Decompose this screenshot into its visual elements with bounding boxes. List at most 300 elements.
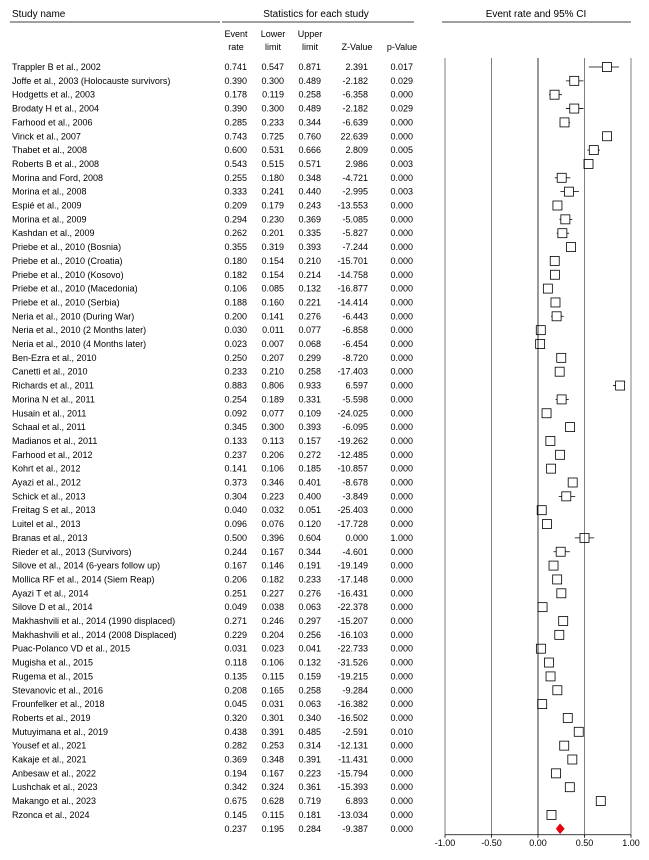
study-name: Luitel et al., 2013 <box>12 519 81 530</box>
point-estimate-marker <box>556 450 565 459</box>
stat-value: 0.255 <box>224 172 247 183</box>
study-row <box>12 713 572 723</box>
stat-value: 0.092 <box>224 408 247 419</box>
stat-value: 0.396 <box>261 532 284 543</box>
study-row <box>12 145 600 155</box>
study-name: Husain et al., 2011 <box>12 408 87 419</box>
stat-value: 0.272 <box>298 449 321 460</box>
point-estimate-marker <box>544 658 553 667</box>
stat-value: 0.119 <box>262 89 284 100</box>
stat-value: 0.438 <box>224 726 247 737</box>
stat-value: 0.209 <box>224 200 247 211</box>
point-estimate-marker <box>553 686 562 695</box>
stat-value: 0.243 <box>298 200 321 211</box>
study-name: Neria et al., 2010 (4 Months later) <box>12 339 147 349</box>
stat-value: 0.348 <box>261 754 284 765</box>
stat-value: -9.284 <box>342 685 368 696</box>
stat-value: 0.141 <box>261 311 284 322</box>
stat-value: 22.639 <box>340 131 368 142</box>
stat-value: -22.733 <box>337 643 368 654</box>
stat-value: -17.148 <box>337 574 368 585</box>
stat-value: -2.591 <box>342 726 368 737</box>
study-name: Makhashvili et al., 2014 (1990 displaced) <box>12 616 176 626</box>
stat-value: 0.319 <box>261 242 284 253</box>
column-header-line2: rate <box>228 42 244 52</box>
study-name: Ayazi et al., 2012 <box>12 477 81 488</box>
stat-value: 0.304 <box>224 491 247 502</box>
point-estimate-marker <box>560 118 569 127</box>
stat-value: 0.000 <box>390 352 413 363</box>
stat-value: 0.604 <box>298 532 321 543</box>
stat-value: 0.806 <box>261 380 284 391</box>
study-name: Frounfelker et al., 2018 <box>12 699 105 710</box>
stat-value: -5.598 <box>342 394 368 405</box>
stat-value: 0.400 <box>298 491 321 502</box>
stat-value: 0.000 <box>390 588 413 599</box>
stat-value: 0.297 <box>298 616 321 626</box>
study-row <box>12 394 569 404</box>
stat-value: -6.454 <box>342 339 368 349</box>
study-name: Richards et al., 2011 <box>12 380 94 391</box>
stat-value: 0.000 <box>390 505 413 516</box>
point-estimate-marker <box>557 353 566 362</box>
study-row <box>12 104 583 114</box>
study-name: Mutuyimana et al., 2019 <box>12 726 109 737</box>
stat-value: -6.358 <box>342 89 368 100</box>
stat-value: 0.207 <box>261 352 284 363</box>
stat-value: 0.000 <box>390 519 413 530</box>
stat-value: 0.369 <box>224 754 247 765</box>
study-row <box>12 228 569 238</box>
stat-value: 0.489 <box>298 75 321 86</box>
stat-value: 0.000 <box>390 200 413 211</box>
study-name: Priebe et al., 2010 (Kosovo) <box>12 269 124 280</box>
point-estimate-marker <box>566 423 575 432</box>
stat-value: 0.000 <box>390 491 413 502</box>
stat-value: 0.000 <box>390 602 413 613</box>
stat-value: 0.109 <box>298 408 321 419</box>
stat-value: -19.215 <box>337 671 368 682</box>
point-estimate-marker <box>550 256 559 265</box>
point-estimate-marker <box>561 215 570 224</box>
stat-value: 0.254 <box>224 394 247 405</box>
study-row <box>12 644 545 654</box>
study-name: Vinck et al., 2007 <box>12 131 81 142</box>
stat-value: 0.000 <box>390 339 413 349</box>
study-name: Kashdan et al., 2009 <box>12 228 95 239</box>
point-estimate-marker <box>550 270 559 279</box>
study-name: Morina et al., 2009 <box>12 214 87 225</box>
point-estimate-marker <box>564 187 573 196</box>
stat-value: 0.041 <box>298 643 321 654</box>
point-estimate-marker <box>570 104 579 113</box>
stat-value: 0.300 <box>261 75 284 86</box>
stat-value: 0.391 <box>261 726 284 737</box>
stat-value: 0.324 <box>261 782 284 793</box>
study-name: Canetti et al., 2010 <box>12 366 88 377</box>
stat-value: 0.000 <box>390 643 413 654</box>
study-row <box>12 201 562 211</box>
stat-value: 0.180 <box>261 172 284 183</box>
stat-value: 0.000 <box>390 394 413 405</box>
stat-value: 0.204 <box>261 629 284 640</box>
study-row <box>12 436 555 446</box>
stat-value: 0.000 <box>390 712 413 723</box>
stat-value: 0.031 <box>224 643 247 654</box>
study-name: Thabet et al., 2008 <box>12 145 88 156</box>
summary-stat-value: 0.195 <box>261 823 284 834</box>
point-estimate-marker <box>552 312 561 321</box>
study-row <box>12 699 547 709</box>
study-row <box>12 671 555 681</box>
point-estimate-marker <box>557 589 566 598</box>
stat-value: -31.526 <box>337 657 368 668</box>
stat-value: 0.077 <box>298 325 321 336</box>
stat-value: 0.000 <box>390 477 413 488</box>
study-name: Brodaty H et al., 2004 <box>12 103 100 114</box>
stat-value: 0.000 <box>390 616 413 626</box>
stat-value: 0.000 <box>390 408 413 419</box>
stat-value: 0.146 <box>261 560 284 571</box>
study-row <box>12 90 562 100</box>
study-name: Priebe et al., 2010 (Bosnia) <box>12 242 122 253</box>
stat-value: 0.000 <box>390 269 413 280</box>
stat-value: 0.760 <box>298 131 321 142</box>
study-name-header: Study name <box>12 9 66 20</box>
study-name: Joffe et al., 2003 (Holocauste survivors) <box>12 75 171 86</box>
study-name: Priebe et al., 2010 (Croatia) <box>12 255 123 266</box>
point-estimate-marker <box>551 298 560 307</box>
point-estimate-marker <box>549 561 558 570</box>
stat-value: -12.131 <box>337 740 368 751</box>
stat-value: 0.085 <box>261 283 284 294</box>
stat-value: -16.431 <box>337 588 368 599</box>
stat-value: 0.393 <box>298 422 321 433</box>
point-estimate-marker <box>538 700 547 709</box>
point-estimate-marker <box>555 630 564 639</box>
stat-value: 0.391 <box>298 754 321 765</box>
stat-value: 0.000 <box>390 242 413 253</box>
study-row <box>12 187 579 197</box>
stat-value: 0.346 <box>261 477 284 488</box>
point-estimate-marker <box>603 132 612 141</box>
study-row <box>12 491 575 501</box>
stat-value: 0.344 <box>298 117 321 128</box>
stat-value: 0.000 <box>390 297 413 308</box>
stat-value: 0.096 <box>224 519 247 530</box>
stat-value: 0.000 <box>390 754 413 765</box>
stat-value: 0.271 <box>224 616 247 626</box>
stat-value: 0.185 <box>298 463 321 474</box>
stat-value: -10.857 <box>337 463 368 474</box>
stat-value: 0.038 <box>261 602 284 613</box>
study-row <box>12 602 547 612</box>
stat-value: 0.167 <box>261 546 284 557</box>
stat-value: 0.141 <box>224 463 247 474</box>
stat-value: 0.029 <box>390 103 413 114</box>
stat-value: 0.049 <box>224 602 247 613</box>
study-name: Hodgetts et al., 2003 <box>12 89 96 100</box>
stat-value: 0.208 <box>224 685 247 696</box>
stat-value: 2.986 <box>345 158 368 169</box>
stat-value: -3.849 <box>342 491 368 502</box>
stat-value: 0.237 <box>224 449 247 460</box>
stat-value: 0.160 <box>261 297 284 308</box>
point-estimate-marker <box>542 409 551 418</box>
column-header-line1: Upper <box>297 29 323 39</box>
stat-value: 0.007 <box>261 339 284 349</box>
study-name: Puac-Polanco VD et al., 2015 <box>12 643 131 654</box>
stat-value: 0.933 <box>298 380 321 391</box>
stat-value: 0.189 <box>261 394 284 405</box>
study-name: Anbesaw et al., 2022 <box>12 768 97 779</box>
x-tick-label: 0.50 <box>575 837 594 848</box>
study-row <box>12 588 566 598</box>
stat-value: 0.154 <box>261 269 284 280</box>
study-name: Morina N et al., 2011 <box>12 394 95 405</box>
study-name: Madianos et al., 2011 <box>12 435 98 446</box>
study-row <box>12 408 551 418</box>
summary-stat-value: -9.387 <box>342 823 368 834</box>
stat-value: 0.000 <box>390 657 413 668</box>
study-name: Rugema et al., 2015 <box>12 671 94 682</box>
column-header-line2: Z-Value <box>341 42 373 52</box>
stat-value: -4.721 <box>342 172 368 183</box>
study-name: Schick et al., 2013 <box>12 491 86 502</box>
study-row <box>12 62 619 72</box>
stat-value: 0.145 <box>224 809 247 820</box>
stat-value: 0.023 <box>224 339 247 349</box>
stat-value: 0.320 <box>224 712 247 723</box>
stat-value: 0.000 <box>390 574 413 585</box>
summary-stat-value: 0.237 <box>224 823 247 834</box>
point-estimate-marker <box>547 464 556 473</box>
stat-value: 0.223 <box>261 491 284 502</box>
study-name: Morina et al., 2008 <box>12 186 87 197</box>
point-estimate-marker <box>584 159 593 168</box>
study-name: Yousef et al., 2021 <box>12 740 87 751</box>
study-name: Kohrt et al., 2012 <box>12 463 81 474</box>
point-estimate-marker <box>559 617 568 626</box>
stat-value: 0.251 <box>224 588 247 599</box>
stat-value: 0.159 <box>298 671 321 682</box>
stat-value: 0.023 <box>261 643 284 654</box>
stat-value: -17.728 <box>337 519 368 530</box>
study-row <box>12 658 553 668</box>
stat-value: 2.391 <box>345 62 368 72</box>
stat-value: 0.547 <box>261 62 284 72</box>
point-estimate-marker <box>563 713 572 722</box>
stat-value: -8.678 <box>342 477 368 488</box>
study-name: Farhood et al., 2006 <box>12 117 93 128</box>
stat-value: 0.331 <box>298 394 321 405</box>
stat-value: 0.133 <box>224 435 247 446</box>
study-row <box>12 367 564 377</box>
study-row <box>12 533 594 543</box>
point-estimate-marker <box>596 797 605 806</box>
stat-value: 0.180 <box>224 255 247 266</box>
stat-value: 0.282 <box>224 740 247 751</box>
stat-value: 0.300 <box>261 103 284 114</box>
stat-value: 0.223 <box>298 768 321 779</box>
stat-value: 0.515 <box>261 158 284 169</box>
stat-value: 0.063 <box>298 602 321 613</box>
stat-value: 0.531 <box>261 145 284 156</box>
stat-value: 0.106 <box>261 463 284 474</box>
stat-value: 0.063 <box>298 699 321 710</box>
study-row <box>12 574 562 584</box>
stat-value: 0.178 <box>224 89 247 100</box>
study-row <box>12 768 561 778</box>
stat-value: 1.000 <box>390 532 413 543</box>
point-estimate-marker <box>550 90 559 99</box>
plot-header: Event rate and 95% CI <box>485 9 587 20</box>
study-name: Branas et al., 2013 <box>12 532 88 543</box>
point-estimate-marker <box>547 810 556 819</box>
stat-value: 0.241 <box>261 186 284 197</box>
stat-value: -12.485 <box>337 449 368 460</box>
stat-value: -6.858 <box>342 325 368 336</box>
stat-value: 0.003 <box>390 186 413 197</box>
stat-value: 0.000 <box>390 560 413 571</box>
study-row <box>12 242 576 252</box>
study-name: Neria et al., 2010 (During War) <box>12 311 135 322</box>
stat-value: 0.000 <box>390 422 413 433</box>
stat-value: 0.258 <box>298 685 321 696</box>
x-tick-label: 1.00 <box>622 837 640 848</box>
stat-value: 0.741 <box>224 62 247 72</box>
stat-value: 0.132 <box>298 283 321 294</box>
stat-value: -2.995 <box>342 186 368 197</box>
stat-value: 0.000 <box>390 380 413 391</box>
point-estimate-marker <box>557 173 566 182</box>
stat-value: 0.285 <box>224 117 247 128</box>
stat-value: 0.000 <box>390 546 413 557</box>
stat-value: 0.340 <box>298 712 321 723</box>
stat-value: 0.600 <box>224 145 247 156</box>
study-name: Rieder et al., 2013 (Survivors) <box>12 546 132 557</box>
stat-value: 0.032 <box>261 505 284 516</box>
study-name: Freitag S et al., 2013 <box>12 505 96 516</box>
point-estimate-marker <box>557 395 566 404</box>
study-row <box>12 755 577 765</box>
column-header-line2: limit <box>302 42 318 52</box>
stat-value: 0.000 <box>390 228 413 239</box>
study-row <box>12 782 574 792</box>
stat-value: 0.210 <box>298 255 321 266</box>
stat-value: 0.000 <box>390 671 413 682</box>
stat-value: 0.167 <box>261 768 284 779</box>
stat-value: 0.244 <box>224 546 247 557</box>
stat-value: 0.253 <box>261 740 284 751</box>
study-row <box>12 131 612 141</box>
stat-value: 0.118 <box>225 657 247 668</box>
stat-value: -13.034 <box>337 809 368 820</box>
stat-value: 0.135 <box>224 671 247 682</box>
stat-value: 0.132 <box>298 657 321 668</box>
stat-value: 0.258 <box>298 89 321 100</box>
stat-value: 0.333 <box>224 186 247 197</box>
stat-value: -11.431 <box>338 754 368 765</box>
stat-value: 0.883 <box>224 380 247 391</box>
stat-value: 0.719 <box>298 796 321 807</box>
point-estimate-marker <box>589 146 598 155</box>
stat-value: 0.182 <box>224 269 247 280</box>
study-row <box>12 727 583 737</box>
stat-value: 0.000 <box>390 89 413 100</box>
stat-value: 0.440 <box>298 186 321 197</box>
stat-value: -15.794 <box>337 768 368 779</box>
stat-value: 0.206 <box>224 574 247 585</box>
stat-value: 0.246 <box>261 616 284 626</box>
stat-value: 0.743 <box>224 131 247 142</box>
stat-value: 0.191 <box>298 560 321 571</box>
study-name: Trappler B et al., 2002 <box>12 62 101 72</box>
stat-value: 0.233 <box>261 117 284 128</box>
stat-value: 0.233 <box>224 366 247 377</box>
study-row <box>12 685 562 695</box>
stat-value: 0.301 <box>261 712 284 723</box>
stat-value: 0.045 <box>224 699 247 710</box>
stat-value: 0.675 <box>224 796 247 807</box>
stat-value: -5.827 <box>342 228 368 239</box>
table-header <box>10 9 631 22</box>
stat-value: 0.000 <box>390 214 413 225</box>
study-name: Silove D et al., 2014 <box>12 602 93 613</box>
column-headers <box>224 29 417 52</box>
summary-stat-value: 0.000 <box>390 823 413 834</box>
point-estimate-marker <box>568 478 577 487</box>
stat-value: 0.314 <box>298 740 321 751</box>
study-row <box>12 353 566 363</box>
stat-value: -16.382 <box>337 699 368 710</box>
point-estimate-marker <box>538 603 547 612</box>
study-name: Farhood et al., 2012 <box>12 449 93 460</box>
stat-value: -14.414 <box>337 297 368 308</box>
study-row <box>12 339 545 349</box>
stat-value: -16.502 <box>337 712 368 723</box>
stat-value: 0.871 <box>298 62 321 72</box>
summary-stat-value: 0.284 <box>298 823 321 834</box>
stat-value: 0.276 <box>298 311 321 322</box>
stat-value: -6.095 <box>342 422 368 433</box>
point-estimate-marker <box>567 243 576 252</box>
point-estimate-marker <box>555 367 564 376</box>
stat-value: 0.011 <box>262 325 284 336</box>
stat-value: -15.393 <box>337 782 368 793</box>
x-tick-label: 0.00 <box>529 837 547 848</box>
stat-value: 0.666 <box>298 145 321 156</box>
stat-value: 0.194 <box>224 768 247 779</box>
stat-value: 0.000 <box>390 435 413 446</box>
column-header-line2: p-Value <box>386 42 418 52</box>
stat-value: 0.299 <box>298 352 321 363</box>
study-row <box>12 422 575 432</box>
point-estimate-marker <box>537 506 546 515</box>
stat-value: 0.373 <box>224 477 247 488</box>
study-name: Espié et al., 2009 <box>12 200 82 211</box>
stat-value: 0.003 <box>390 158 413 169</box>
stat-value: 0.628 <box>261 796 284 807</box>
stat-value: 0.077 <box>261 408 284 419</box>
study-row <box>12 616 568 626</box>
stat-value: 0.106 <box>224 283 247 294</box>
stat-value: -2.182 <box>342 75 368 86</box>
stat-value: 0.256 <box>298 629 321 640</box>
stat-value: 0.258 <box>298 366 321 377</box>
stat-value: 0.206 <box>261 449 284 460</box>
stat-value: 0.390 <box>224 75 247 86</box>
